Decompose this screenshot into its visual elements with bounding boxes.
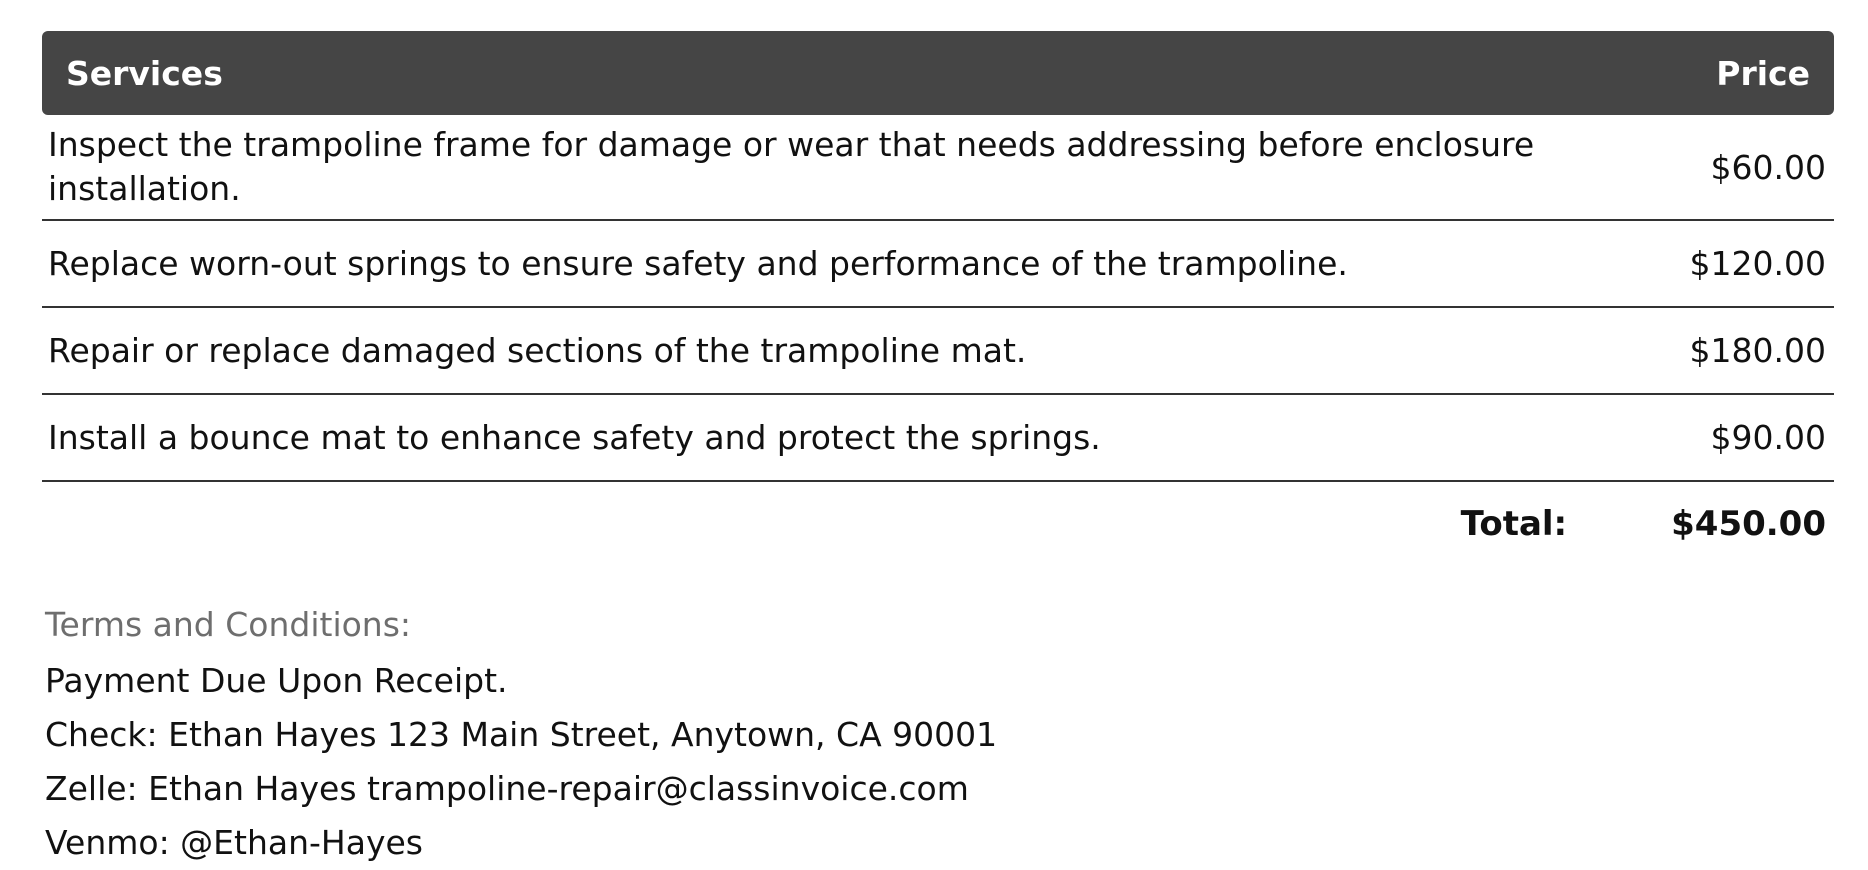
table-row: [42, 221, 1834, 308]
table-row: [42, 395, 1834, 482]
terms-section: [45, 598, 997, 870]
service-description: Install a bounce mat to enhance safety and protect the springs.: [48, 417, 1101, 457]
services-column-header: Services: [66, 53, 223, 93]
service-description: Repair or replace damaged sections of the trampoline mat.: [48, 330, 1027, 370]
payment-terms-line: Payment Due Upon Receipt.: [45, 661, 508, 700]
services-table: [42, 31, 1834, 566]
price-column-header: Price: [1716, 53, 1810, 93]
total-label: Total:: [1460, 504, 1568, 544]
table-row: [42, 115, 1834, 221]
check-payment-line: Check: Ethan Hayes 123 Main Street, Anytown, CA 90001: [45, 715, 998, 754]
service-description: Inspect the trampoline frame for damage or wear that needs addressing before enclosure installation.: [48, 125, 1535, 208]
total-row: [42, 482, 1834, 566]
service-price: $90.00: [1710, 418, 1826, 457]
table-header: [42, 31, 1834, 115]
table-row: [42, 308, 1834, 395]
zelle-payment-line: Zelle: Ethan Hayes trampoline-repair@classinvoice.com: [45, 769, 969, 808]
total-value: $450.00: [1671, 504, 1826, 544]
venmo-payment-line: Venmo: @Ethan-Hayes: [45, 823, 423, 862]
service-price: $180.00: [1689, 331, 1826, 370]
service-price: $120.00: [1689, 244, 1826, 283]
service-description: Replace worn-out springs to ensure safety and performance of the trampoline.: [48, 243, 1348, 283]
terms-title: Terms and Conditions:: [45, 605, 412, 644]
service-price: $60.00: [1710, 147, 1826, 187]
